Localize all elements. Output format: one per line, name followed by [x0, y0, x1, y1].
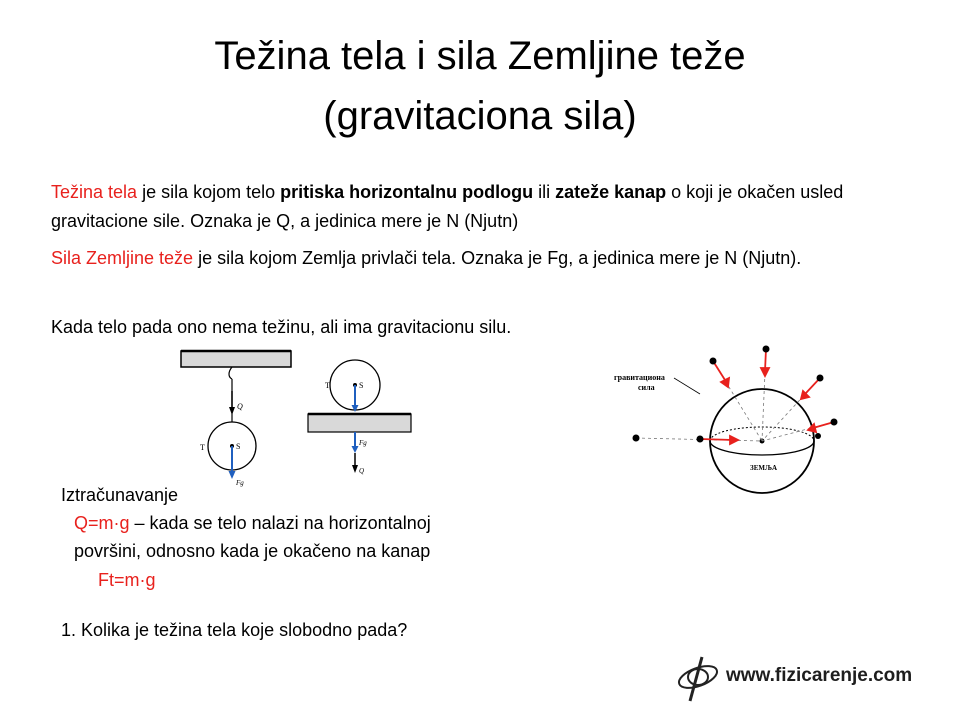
formula-ft: Ft=m·g: [98, 570, 156, 590]
formula-q-text: – kada se telo nalazi na horizontalnoj: [129, 513, 431, 533]
formula-q-line: [74, 509, 431, 537]
p1-bold-2: zateže kanap: [555, 182, 667, 202]
free-fall-statement: Kada telo pada ono nema težinu, ali ima gravitacionu silu.: [51, 317, 512, 337]
label-q-2: Q: [359, 467, 365, 475]
logo-text: www.fizicarenje.com: [726, 665, 913, 686]
label-s-1: S: [236, 442, 241, 451]
logo-icon: [676, 653, 724, 705]
fg-arrow-1: [229, 471, 236, 479]
weight-diagram: [175, 345, 425, 495]
p2-text: je sila kojom Zemlja privlači tela. Oznaka je Fg, a jedinica mere je N (Njutn).: [193, 248, 802, 268]
label-t-1: T: [200, 443, 205, 452]
formula-q: Q=m·g: [74, 513, 130, 533]
gravity-label-1: гравитациона: [614, 373, 665, 382]
p1-text-1: je sila kojom telo: [137, 182, 281, 202]
slide-title: [80, 26, 880, 146]
hook: [229, 367, 232, 379]
formula-q-text-2: površini, odnosno kada je okačeno na kanap: [74, 541, 431, 561]
calc-heading: Iztračunavanje: [61, 485, 179, 505]
gravity-definition: [51, 244, 941, 273]
q-arrow-2: [352, 465, 358, 473]
p1-bold-1: pritiska horizontalnu podlogu: [280, 182, 534, 202]
weight-definition: [51, 178, 941, 236]
question-1: 1. Kolika je težina tela koje slobodno pada?: [61, 620, 408, 640]
label-s-2: S: [359, 381, 364, 390]
term-gravity: Sila Zemljine teže: [51, 248, 194, 268]
fg-arrow-2: [352, 446, 359, 453]
term-weight: Težina tela: [51, 182, 138, 202]
q-arrow-1: [229, 407, 235, 415]
earth-gravity-diagram: [612, 340, 852, 500]
site-logo: [676, 653, 946, 705]
p1-text-3: o koji je okačen usled gravitacione sile. Oznaka je Q, a jedinica mere je N (Njutn): [51, 182, 844, 231]
gravity-label-2: сила: [638, 383, 655, 392]
p1-text-2: ili: [533, 182, 556, 202]
title-line-1: Težina tela i sila Zemljine teže: [214, 34, 746, 78]
earth-label: ЗЕМЉА: [750, 464, 778, 472]
force-arrow-1: [721, 378, 729, 387]
title-line-2: (gravitaciona sila): [323, 94, 637, 138]
label-t-2: T: [325, 381, 330, 390]
label-f-1: Fg: [236, 479, 244, 487]
label-f-2: Fg: [359, 439, 367, 447]
horizontal-surface: [308, 414, 411, 432]
ceiling-bar: [181, 351, 291, 367]
label-q-1: Q: [237, 402, 243, 411]
force-arrow-2: [761, 368, 769, 376]
